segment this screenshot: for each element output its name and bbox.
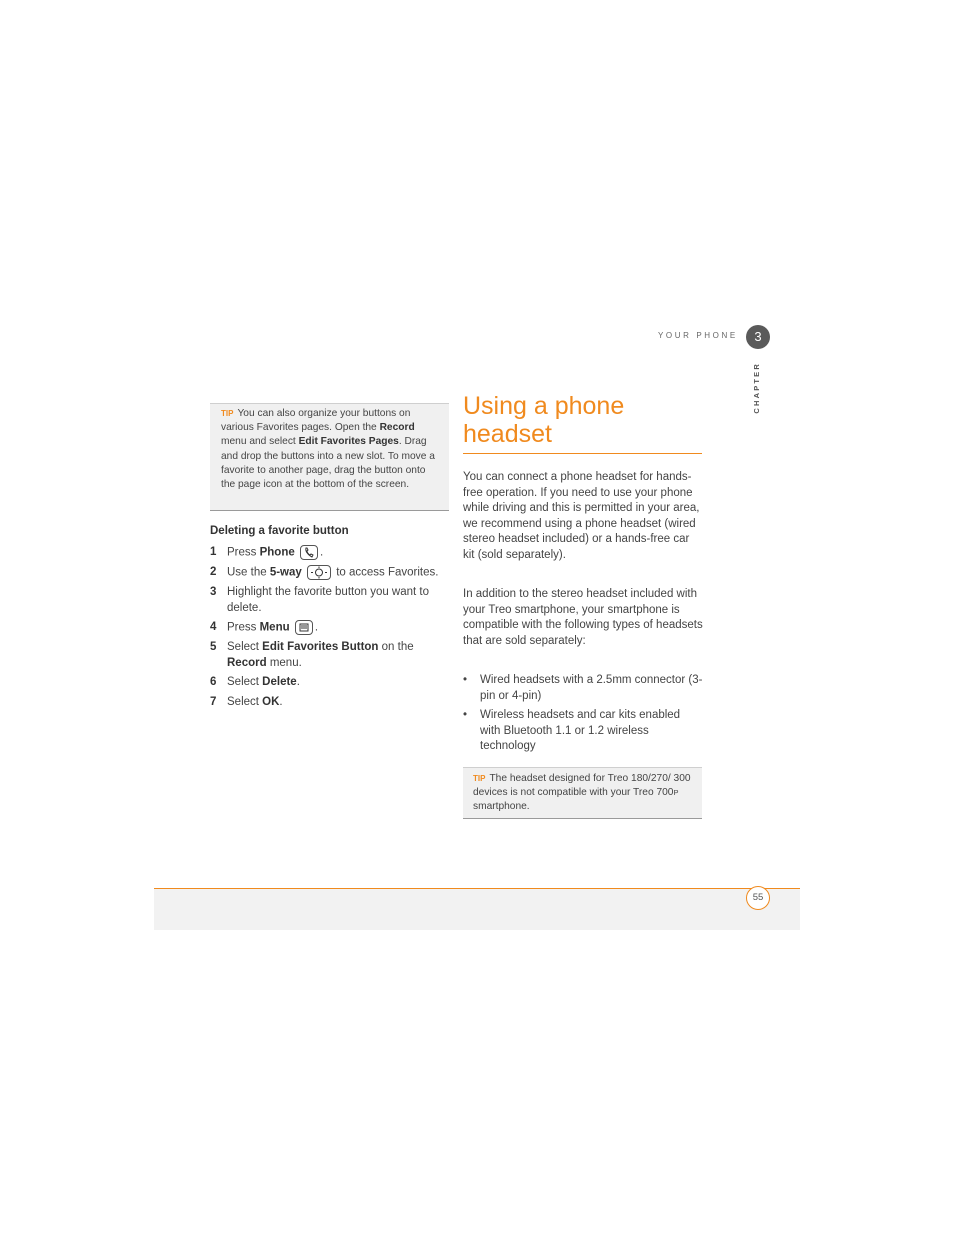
- step-text: Select: [227, 695, 263, 708]
- step-text: .: [319, 546, 324, 559]
- step-item: [210, 565, 450, 581]
- step-bold: 5-way: [269, 566, 302, 579]
- list-item: [463, 708, 703, 755]
- phone-button-icon: [300, 545, 318, 560]
- bullet-marker: •: [463, 674, 468, 686]
- step-item: [210, 545, 450, 561]
- headset-types-list: [463, 673, 703, 759]
- step-text: Press: [227, 621, 260, 634]
- menu-button-icon: [295, 620, 313, 635]
- tip-label: TIP: [473, 774, 486, 783]
- step-item: [210, 640, 450, 671]
- step-bold: Phone: [259, 546, 295, 559]
- step-text: on the: [378, 641, 414, 654]
- tip-text: smartphone.: [473, 801, 530, 813]
- step-text: .: [279, 695, 283, 708]
- step-item: [210, 620, 450, 636]
- step-number: 4: [210, 621, 217, 634]
- step-text: .: [296, 676, 300, 689]
- step-bold: Record: [227, 656, 267, 669]
- step-number: 5: [210, 641, 217, 654]
- step-bold: Menu: [259, 621, 290, 634]
- step-number: 2: [210, 566, 217, 579]
- chapter-number-badge: 3: [746, 325, 770, 349]
- tip-label: TIP: [221, 409, 234, 418]
- step-item: [210, 585, 450, 616]
- step-text: to access Favorites.: [333, 566, 439, 579]
- tip-box-favorites: [210, 403, 449, 511]
- steps-list: [210, 545, 450, 714]
- step-text: Highlight the favorite button you want to delete.: [227, 586, 430, 614]
- paragraph-compatibility: In addition to the stereo headset included with your Treo smartphone, your smartphone is compatible with the following types of headsets that are sold separately:: [463, 588, 703, 647]
- step-bold: OK: [262, 695, 280, 708]
- list-item-text: Wired headsets with a 2.5mm connector (3-pin or 4-pin): [480, 674, 703, 702]
- step-text: Select: [227, 676, 263, 689]
- tip-text: You can also organize your buttons on various Favorites pages. Open the: [221, 408, 411, 434]
- step-item: [210, 695, 450, 711]
- section-heading: Deleting a favorite button: [210, 525, 349, 537]
- five-way-navigator-icon: [307, 565, 331, 580]
- page-title: Using a phone headset: [463, 392, 625, 448]
- chapter-label: CHAPTER: [752, 362, 761, 414]
- step-text: Use the: [227, 566, 270, 579]
- step-number: 3: [210, 586, 217, 599]
- step-bold: Delete: [262, 676, 297, 689]
- step-text: Select: [227, 641, 263, 654]
- step-text: .: [314, 621, 319, 634]
- page-number: 55: [746, 886, 770, 910]
- tip-text: . Drag and drop the buttons into a new slot. To move a favorite to another page, drag the button onto the page icon at the bottom of the screen.: [221, 436, 435, 491]
- bullet-marker: •: [463, 709, 468, 722]
- step-bold: Edit Favorites Button: [262, 641, 379, 654]
- step-text: menu.: [266, 656, 302, 669]
- footer-band: [154, 889, 800, 930]
- tip-bold-edit-favorites-pages: Edit Favorites Pages: [298, 436, 399, 448]
- running-head: YOUR PHONE: [658, 331, 738, 340]
- list-item-text: Wireless headsets and car kits enabled with Bluetooth 1.1 or 1.2 wireless technology: [480, 709, 681, 753]
- step-text: Press: [227, 546, 260, 559]
- paragraph-intro: You can connect a phone headset for hands-free operation. If you need to use your phone while driving and this is permitted in your area, we recommend using a phone headset (wired stereo headset included) or a hands-free car kit (sold separately).: [463, 471, 700, 561]
- title-underline: [463, 453, 702, 454]
- list-item: [463, 673, 703, 704]
- tip-text: The headset designed for Treo 180/270/ 300 devices is not compatible with your Treo 700: [473, 773, 691, 799]
- footer-rule: [154, 888, 800, 889]
- step-item: [210, 675, 450, 691]
- tip-box-headset: [463, 767, 702, 819]
- tip-bold-record: Record: [379, 422, 415, 434]
- tip-text: menu and select: [221, 436, 299, 448]
- step-number: 1: [210, 546, 217, 558]
- step-number: 6: [210, 676, 217, 689]
- step-number: 7: [210, 695, 217, 708]
- tip-small-caps: P: [673, 788, 679, 798]
